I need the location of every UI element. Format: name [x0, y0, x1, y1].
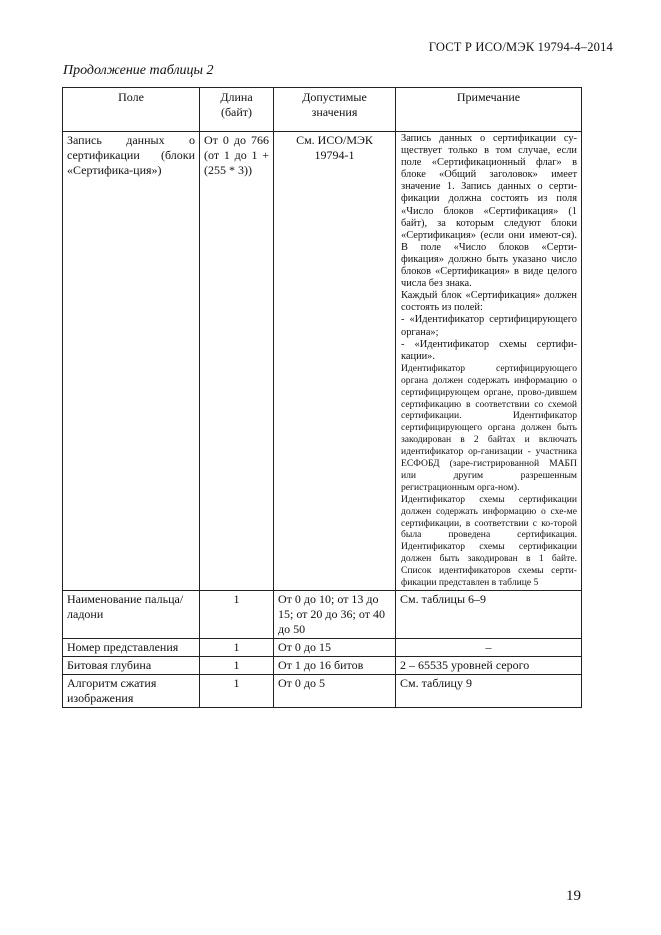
note-paragraph: - «Идентификатор схемы сертифи-кации». — [401, 338, 577, 362]
cell-values: См. ИСО/МЭК 19794-1 — [274, 132, 396, 591]
table-header-row — [63, 88, 582, 132]
data-table — [62, 87, 582, 708]
cell-note: См. таблицу 9 — [396, 675, 582, 708]
cell-field: Наименование пальца/ладони — [63, 591, 200, 639]
column-header-length: Длина (байт) — [200, 88, 274, 132]
cell-values: От 0 до 10; от 13 до 15; от 20 до 36; от 40 до 50 — [274, 591, 396, 639]
column-header-note: Примечание — [396, 88, 582, 132]
table-row — [63, 639, 582, 657]
note-paragraph: Идентификатор схемы сертификации должен содержать информацию о схе-ме сертификации, в соответствии с ко-торой была проведена сертификация. Идентификатор схемы сертификации должен быть закодирован в 1 байте. Список идентификаторов схемы серти-фикации представлен в таблице 5 — [401, 493, 577, 589]
cell-field: Битовая глубина — [63, 657, 200, 675]
note-paragraph: Каждый блок «Сертификация» должен состоять из полей: — [401, 290, 577, 314]
table-row — [63, 657, 582, 675]
cell-note: См. таблицы 6–9 — [396, 591, 582, 639]
page-number: 19 — [566, 888, 581, 904]
cell-values: От 0 до 15 — [274, 639, 396, 657]
note-paragraph: Идентификатор сертифицирующего органа должен содержать информацию о сертифицирующем органе, прово-дившем сертификацию в соответствии со схемой сертификации. Идентификатор сертифицирующего органа должен быть закодирован в 2 байтах и включать идентификатор ор-ганизации - участника ЕСФОБД (заре-гистрированной МАБП или другим разрешенным регистрационным орга-ном). — [401, 362, 577, 493]
cell-length: 1 — [200, 657, 274, 675]
cell-values: От 1 до 16 битов — [274, 657, 396, 675]
table-row — [63, 591, 582, 639]
cell-note — [396, 132, 582, 591]
cell-note: 2 – 65535 уровней серого — [396, 657, 582, 675]
cell-field: Алгоритм сжатия изображения — [63, 675, 200, 708]
table-continuation-caption: Продолжение таблицы 2 — [63, 63, 214, 78]
note-paragraph: Запись данных о сертификации су-ществует только в том случае, если поле «Сертификационный флаг» в блоке «Общий заголовок» имеет значение 1. Запись данных о серти-фикации должна состоять из поля «Число блоков «Сертификация» (1 байт), за которым следуют блоки «Сертификация» (если они имеют-ся). В поле «Число блоков «Серти-фикация» должно быть указано число блоков «Сертификация» в виде целого числа без знака. — [401, 133, 577, 290]
cell-length: 1 — [200, 675, 274, 708]
cell-values: От 0 до 5 — [274, 675, 396, 708]
column-header-field: Поле — [63, 88, 200, 132]
cell-note: – — [396, 639, 582, 657]
column-header-values: Допустимые значения — [274, 88, 396, 132]
table-row — [63, 132, 582, 591]
cell-field: Номер представления — [63, 639, 200, 657]
cell-length: 1 — [200, 639, 274, 657]
cell-length: 1 — [200, 591, 274, 639]
table-row — [63, 675, 582, 708]
document-header: ГОСТ Р ИСО/МЭК 19794-4–2014 — [428, 40, 613, 54]
note-paragraph: - «Идентификатор сертифицирующего органа»; — [401, 314, 577, 338]
cell-length: От 0 до 766 (от 1 до 1 + (255 * 3)) — [200, 132, 274, 591]
cell-field: Запись данных о сертификации (блоки «Сертифика-ция») — [63, 132, 200, 591]
